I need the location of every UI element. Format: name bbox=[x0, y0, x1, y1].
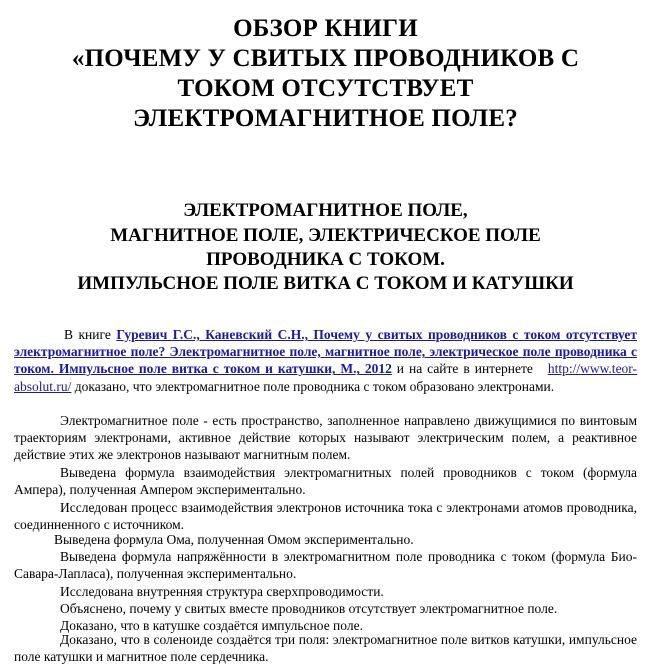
paragraph-biot-savart: Выведена формула напряжённости в электромагнитном поле проводника с током (формула Био-Савара-Лапласа), полученная экспериментально. bbox=[14, 549, 637, 582]
subtitle-line-3: ПРОВОДНИКА С ТОКОМ. bbox=[206, 249, 445, 270]
intro-lead: В книге bbox=[64, 327, 111, 342]
book-reference-link[interactable]: Гуревич Г.С., Каневский С.Н., Почему у свитых проводников с током отсутствует электромагнитное поле? Электромагнитное поле, магнитное поле, электрическое поле проводника с током. Импульсное поле витка с током и катушки, М., 2012 bbox=[14, 327, 637, 377]
intro-paragraph bbox=[14, 326, 637, 395]
subtitle-line-2: МАГНИТНОЕ ПОЛЕ, ЭЛЕКТРИЧЕСКОЕ ПОЛЕ bbox=[110, 225, 541, 246]
subtitle-line-4: ИМПУЛЬСНОЕ ПОЛЕ ВИТКА С ТОКОМ И КАТУШКИ bbox=[77, 273, 574, 294]
paragraph-em-field: Электромагнитное поле - есть пространство, заполненное направлено движущимися по винтовым траекториям электронами, активное действие которых называют электрическим полем, а реактивное действие этих же электронов называют магнитным полем. bbox=[14, 413, 637, 463]
paragraph-solenoid: Доказано, что в соленоиде создаётся три поля: электромагнитное поле витков катушки, импульсное поле катушки и магнитное поле сердечника. bbox=[14, 632, 637, 665]
paragraph-twisted-wires: Объяснено, почему у свитых вместе проводников отсутствует электромагнитное поле. bbox=[60, 601, 558, 616]
intro-tail: доказано, что электромагнитное поле проводника с током образовано электронами. bbox=[74, 378, 555, 394]
title-line-2: «ПОЧЕМУ У СВИТЫХ ПРОВОДНИКОВ С bbox=[71, 45, 580, 72]
website-link[interactable]: http://www.teor-absolut.ru/ bbox=[14, 361, 638, 394]
title-line-3: ТОКОМ ОТСУТСТВУЕТ bbox=[177, 75, 474, 102]
paragraph-superconductivity: Исследована внутренняя структура сверхпроводимости. bbox=[60, 584, 384, 599]
intro-site-text: и на сайте в интернете bbox=[396, 361, 533, 377]
paragraph-ampere: Выведена формула взаимодействия электромагнитных полей проводников с током (формула Ампера), полученная Ампером экспериментально. bbox=[14, 465, 637, 498]
paragraph-ohm: Выведена формула Ома, полученная Омом экспериментально. bbox=[54, 532, 414, 547]
title-line-1: ОБЗОР КНИГИ bbox=[233, 15, 418, 42]
paragraph-interaction: Исследован процесс взаимодействия электронов источника тока с электронами атомов проводника, соединненного с источником. bbox=[14, 500, 637, 533]
title-line-4: ЭЛЕКТРОМАГНИТНОЕ ПОЛЕ? bbox=[133, 105, 518, 132]
paragraph-coil-impulse: Доказано, что в катушке создаётся импульсное поле. bbox=[60, 618, 363, 633]
subtitle-line-1: ЭЛЕКТРОМАГНИТНОЕ ПОЛЕ, bbox=[183, 200, 468, 221]
